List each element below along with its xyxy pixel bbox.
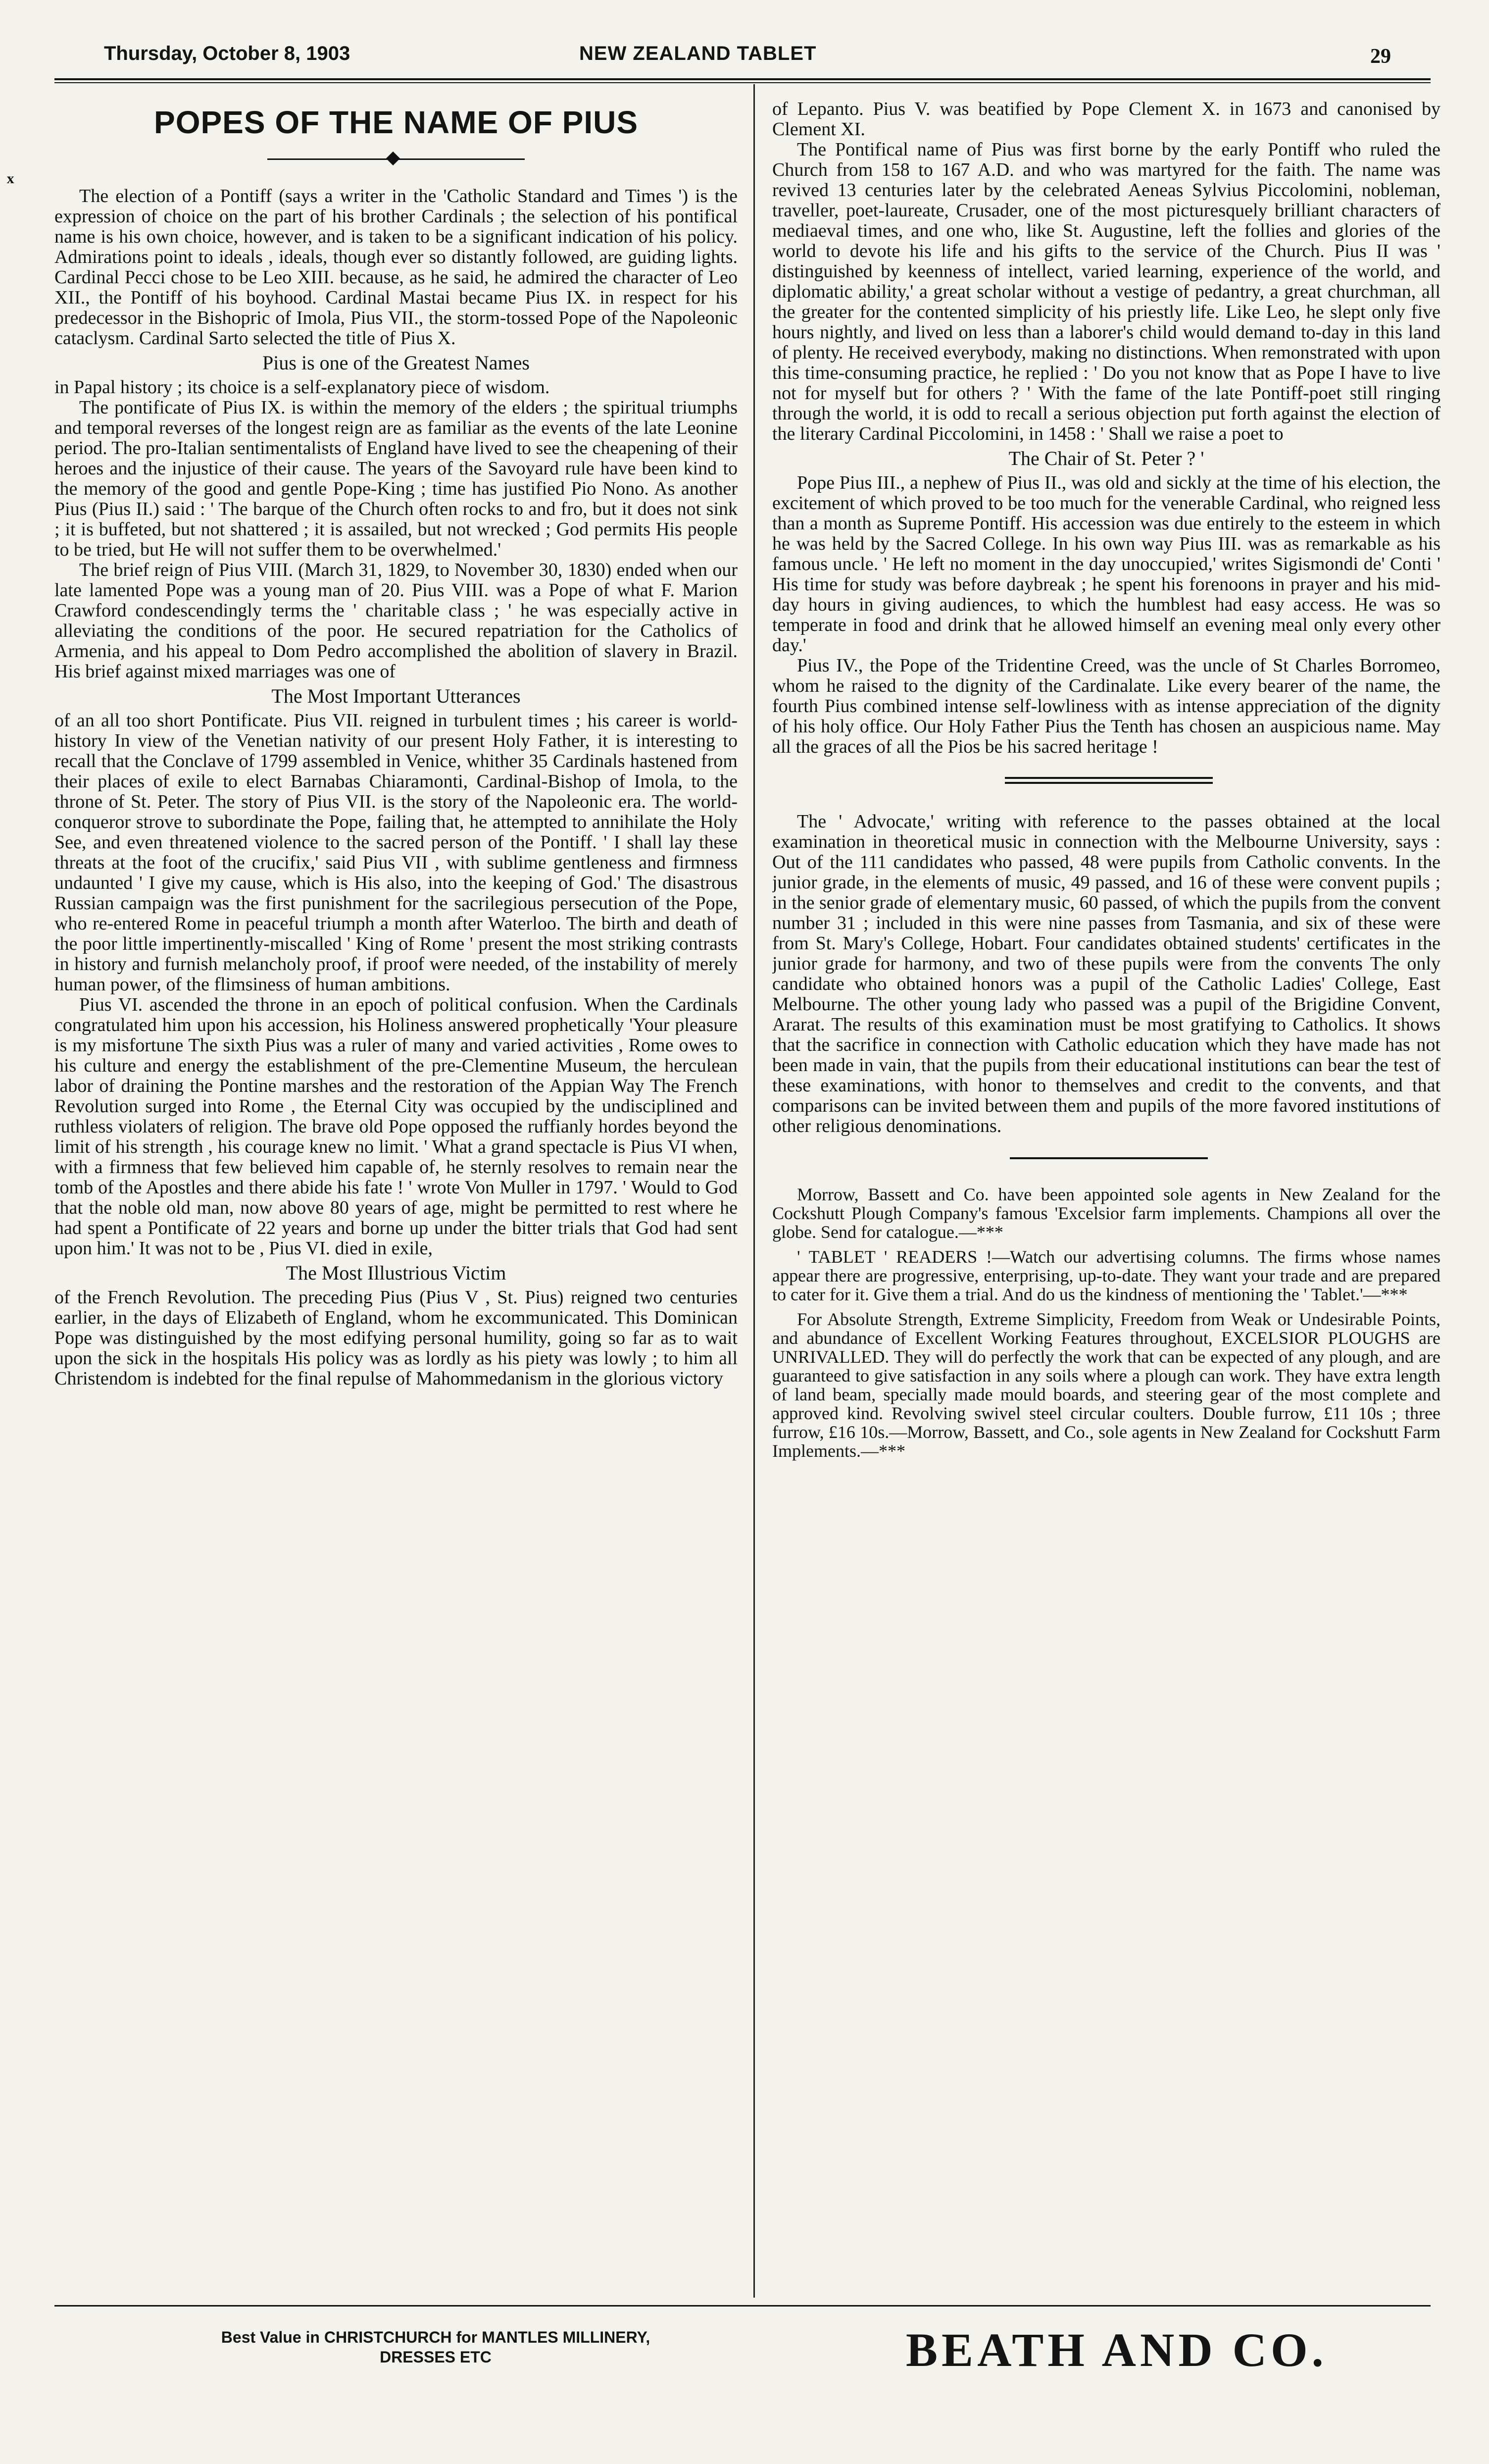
article-paragraph: The election of a Pontiff (says a writer in the 'Catholic Standard and Times ') is the expression of choice on the part of his brother Cardinals ; the selection of his pontifical name is his own choice, however, and is taken to be a significant indication of his policy. Admirations point to ideals , ideals, though ever so distantly followed, are guiding lights. Cardinal Pecci chose to be Leo XIII. because, as he said, he admired the character of Leo XII., the Pontiff of his boyhood. Cardinal Mastai became Pius IX. in respect for his predecessor in the Bishopric of Imola, Pius VII., the storm-tossed Pope of the Napoleonic cataclysm. Cardinal Sarto selected the title of Pius X.	[54, 186, 738, 349]
article-subheading: Pius is one of the Greatest Names	[262, 352, 530, 374]
top-rule-thin	[54, 82, 1431, 83]
article-paragraph: The pontificate of Pius IX. is within the memory of the elders ; the spiritual triumphs and temporal reverses of the longest reign are as familiar as the events of the late Leonine period. The pro-Italian sentimentalists of England have lived to see the cheapening of their heroes and the injustice of their cause. The years of the Savoyard rule have been kind to the memory of the good and gentle Pope-King ; time has justified Pio Nono. As another Pius (Pius II.) said : ' The barque of the Church often rocks to and fro, but it does not sink ; it is buffeted, but not shattered ; it is assailed, but not wrecked ; God permits His people to be tried, but He will not suffer them to be overwhelmed.'	[54, 397, 738, 560]
left-column	[54, 99, 738, 2293]
article-subheading: The Most Illustrious Victim	[286, 1262, 506, 1284]
advertisement-notices	[772, 1185, 1440, 1460]
article-subheading: The Most Important Utterances	[271, 685, 521, 707]
margin-mark-icon: ˣ	[7, 168, 14, 196]
article-paragraph: The brief reign of Pius VIII. (March 31, 1829, to November 30, 1830) ended when our late lamented Pope was a young man of 20. Pius VIII. was a Pope of what F. Marion Crawford condescendingly terms the ' charitable class ; ' he was especially active in alleviating the conditions of the poor. He secured repatriation for the Catholics of Armenia, and his appeal to Dom Pedro accomplished the abolition of slavery in Brazil. His brief against mixed marriages was one of	[54, 560, 738, 682]
article-paragraph: of Lepanto. Pius V. was beatified by Pope Clement X. in 1673 and canonised by Clement XI.	[772, 99, 1440, 140]
footer-brand-beath: BEATH AND CO.	[906, 2323, 1328, 2376]
footer-ad-line: Best Value in CHRISTCHURCH for MANTLES MILLINERY,	[221, 2328, 650, 2346]
article-paragraph: of the French Revolution. The preceding Pius (Pius V , St. Pius) reigned two centuries earlier, in the days of Elizabeth of England, whom he excommunicated. This Dominican Pope was distinguished by the most edifying personal humility, going so far as to wait upon the sick in the hospitals His policy was as lordly as his piety was lowly ; to him all Christendom is indebted for the final repulse of Mahommedanism in the glorious victory	[54, 1287, 738, 1389]
article-paragraph: The Pontifical name of Pius was first borne by the early Pontiff who ruled the Church from 158 to 167 A.D. and who was martyred for the faith. The name was revived 13 centuries later by the celebrated Aeneas Sylvius Piccolomini, nobleman, traveller, poet-laureate, Crusader, one of the most picturesquely brilliant characters of mediaeval times, and one who, like St. Augustine, left the follies and glories of the world to devote his life and his gifts to the service of the Church. Pius II was ' distinguished by keenness of intellect, varied learning, experience of the world, and diplomatic ability,' a great scholar without a vestige of pedantry, a great churchman, all the greater for the contented simplicity of his priestly life. Like Leo, he slept only five hours nightly, and lived on less than a laborer's child would demand to-day in this land of plenty. He received everybody, making no distinctions. When remonstrated with upon this time-consuming practice, he replied : ' Do you not know that as Pope I have to live not for myself but for others ? ' With the fame of the late Pontiff-poet still ringing through the world, it is odd to recall a serious objection put forth against the election of the literary Cardinal Piccolomini, in 1458 : ' Shall we raise a poet to	[772, 139, 1440, 444]
ad-notice-excelsior-ploughs: For Absolute Strength, Extreme Simplicity, Freedom from Weak or Undesirable Points, and abundance of Excellent Working Features throughout, EXCELSIOR PLOUGHS are UNRIVALLED. They will do perfectly the work that can be expected of any plough, and are guaranteed to give satisfaction in any soils where a plough can work. They have extra length of land beam, specially made mould boards, and steering gear of the most complete and approved kind. Revolving swivel steel circular coulters. Double furrow, £11 10s ; three furrow, £16 10s.—Morrow, Bassett, and Co., sole agents in New Zealand for Cockshutt Farm Implements.—***	[772, 1309, 1440, 1461]
column-divider	[753, 84, 755, 2298]
masthead-date: Thursday, October 8, 1903	[104, 43, 350, 64]
article-paragraph: Pius VI. ascended the throne in an epoch of political confusion. When the Cardinals congratulated him upon his accession, his Holiness answered prophetically 'Your pleasure is my misfortune The sixth Pius was a ruler of many and varied activities , Rome owes to his culture and energy the establishment of the pre-Clementine Museum, the herculean labor of draining the Pontine marshes and the restoration of the Appian Way The French Revolution surged into Rome , the Eternal City was occupied by the undisciplined and ruthless violaters of religion. The brave old Pope opposed the ruffianly hordes beyond the limit of his strength , his courage knew no limit. ' What a grand spectacle is Pius VI when, with a firmness that few believed him capable of, he sternly resolves to remain near the tomb of the Apostles and there abide his fate ! ' wrote Von Muller in 1797. ' Would to God that the noble old man, now above 80 years of age, might be permitted to rest where he had spent a Pontificate of 22 years and borne up under the bitter trials that God had sent upon him.' It was not to be , Pius VI. died in exile,	[54, 994, 738, 1259]
ad-notice-cockshutt: Morrow, Bassett and Co. have been appointed sole agents in New Zealand for the Cockshutt Plough Company's famous 'Excelsior farm implements. Champions all over the globe. Send for catalogue.—***	[772, 1184, 1440, 1242]
article-paragraph: in Papal history ; its choice is a self-explanatory piece of wisdom.	[54, 377, 550, 398]
ad-notice-tablet-readers: ' TABLET ' READERS !—Watch our advertising columns. The firms whose names appear there are progressive, enterprising, up-to-date. They want your trade and are prepared to cater for it. Give them a trial. And do us the kindness of mentioning the ' Tablet.'—***	[772, 1247, 1440, 1304]
article-paragraph: of an all too short Pontificate. Pius VII. reigned in turbulent times ; his career is world-history In view of the Venetian nativity of our present Holy Father, it is interesting to recall that the Conclave of 1799 assembled in Venice, whither 35 Cardinals hastened from their places of exile to elect Barnabas Chiaramonti, Cardinal-Bishop of Imola, to the throne of St. Peter. The story of Pius VII. is the story of the Napoleonic era. The world-conqueror strove to subordinate the Pope, failing that, he attempted to annihilate the Holy See, and even threatened violence to the sacred person of the Pontiff. ' I shall lay these threats at the foot of the crucifix,' said Pius VII , with sublime gentleness and firmness undaunted ' I give my cause, which is His also, into the keeping of God.' The disastrous Russian campaign was the first punishment for the sacrilegious persecution of the Pope, who re-entered Rome in peaceful triumph a month after Waterloo. The birth and death of the poor little impertinently-miscalled ' King of Rome ' present the most striking contrasts in history and furnish melancholy proof, if proof were needed, of the instability of merely human power, of the flimsiness of human ambitions.	[54, 710, 738, 995]
top-rule	[54, 78, 1431, 80]
footer-advertisement	[54, 2322, 1431, 2402]
article-paragraph: Pius IV., the Pope of the Tridentine Creed, was the uncle of St Charles Borromeo, whom he raised to the dignity of the Cardinalate. Like every bearer of the name, the fourth Pius combined intense self-lowliness with as intense appreciation of the dignity of his holy office. Our Holy Father Pius the Tenth has chosen an auspicious name. May all the graces of all the Pios be his sacred heritage !	[772, 655, 1440, 757]
masthead	[104, 39, 1391, 73]
section-separator	[772, 1149, 1440, 1169]
bottom-rule	[54, 2305, 1431, 2307]
article-title: POPES OF THE NAME OF PIUS	[154, 104, 638, 140]
advocate-paragraph: The ' Advocate,' writing with reference to the passes obtained at the local examination in theoretical music in connection with the Melbourne University, says : Out of the 111 candidates who passed, 48 were pupils from Catholic convents. In the junior grade, in the elements of music, 49 passed, and 16 of these were convent pupils ; in the senior grade of elementary music, 60 passed, of which the pupils from the convent number 31 ; included in this were nine passes from Tasmania, and six of these were from St. Mary's College, Hobart. Four candidates obtained students' certificates in the junior grade for harmony, and two of these pupils were from the convents The only candidate who obtained honors was a pupil of the Catholic Ladies' College, East Melbourne. The other young lady who passed was a pupil of the Brigidine Convent, Ararat. The results of this examination must be most gratifying to Catholics. It shows that the sacrifice in connection with Catholic education which they have made has not been made in vain, that the pupils from their educational institutions can bear the test of these examinations, with honor to themselves and credit to the convents, and that comparisons can be invited between them and pupils of the more favored institutions of other religious denominations.	[772, 811, 1440, 1136]
right-column	[772, 99, 1440, 2293]
diamond-icon	[386, 152, 400, 165]
article-paragraph: Pope Pius III., a nephew of Pius II., was old and sickly at the time of his election, the excitement of which proved to be too much for the venerable Cardinal, who reigned less than a month as Supreme Pontiff. His accession was due entirely to the esteem in which he was held by the Sacred College. In his own way Pius III. was as remarkable as his famous uncle. ' He left no moment in the day unoccupied,' writes Sigismondi de' Conti ' His time for study was before daybreak ; he spent his forenoons in prayer and his mid-day hours in giving audiences, to which the humblest had easy access. He was so temperate in food and drink that he allowed himself an evening meal only every other day.'	[772, 472, 1440, 656]
article-subheading: The Chair of St. Peter ? '	[1008, 447, 1204, 469]
page-number: 29	[1370, 45, 1391, 68]
title-ornament-rule	[54, 150, 738, 169]
footer-ad-text	[139, 2327, 733, 2367]
footer-ad-line: DRESSES ETC	[380, 2348, 492, 2366]
section-separator-double	[772, 771, 1440, 796]
masthead-paper-title: NEW ZEALAND TABLET	[579, 43, 817, 64]
